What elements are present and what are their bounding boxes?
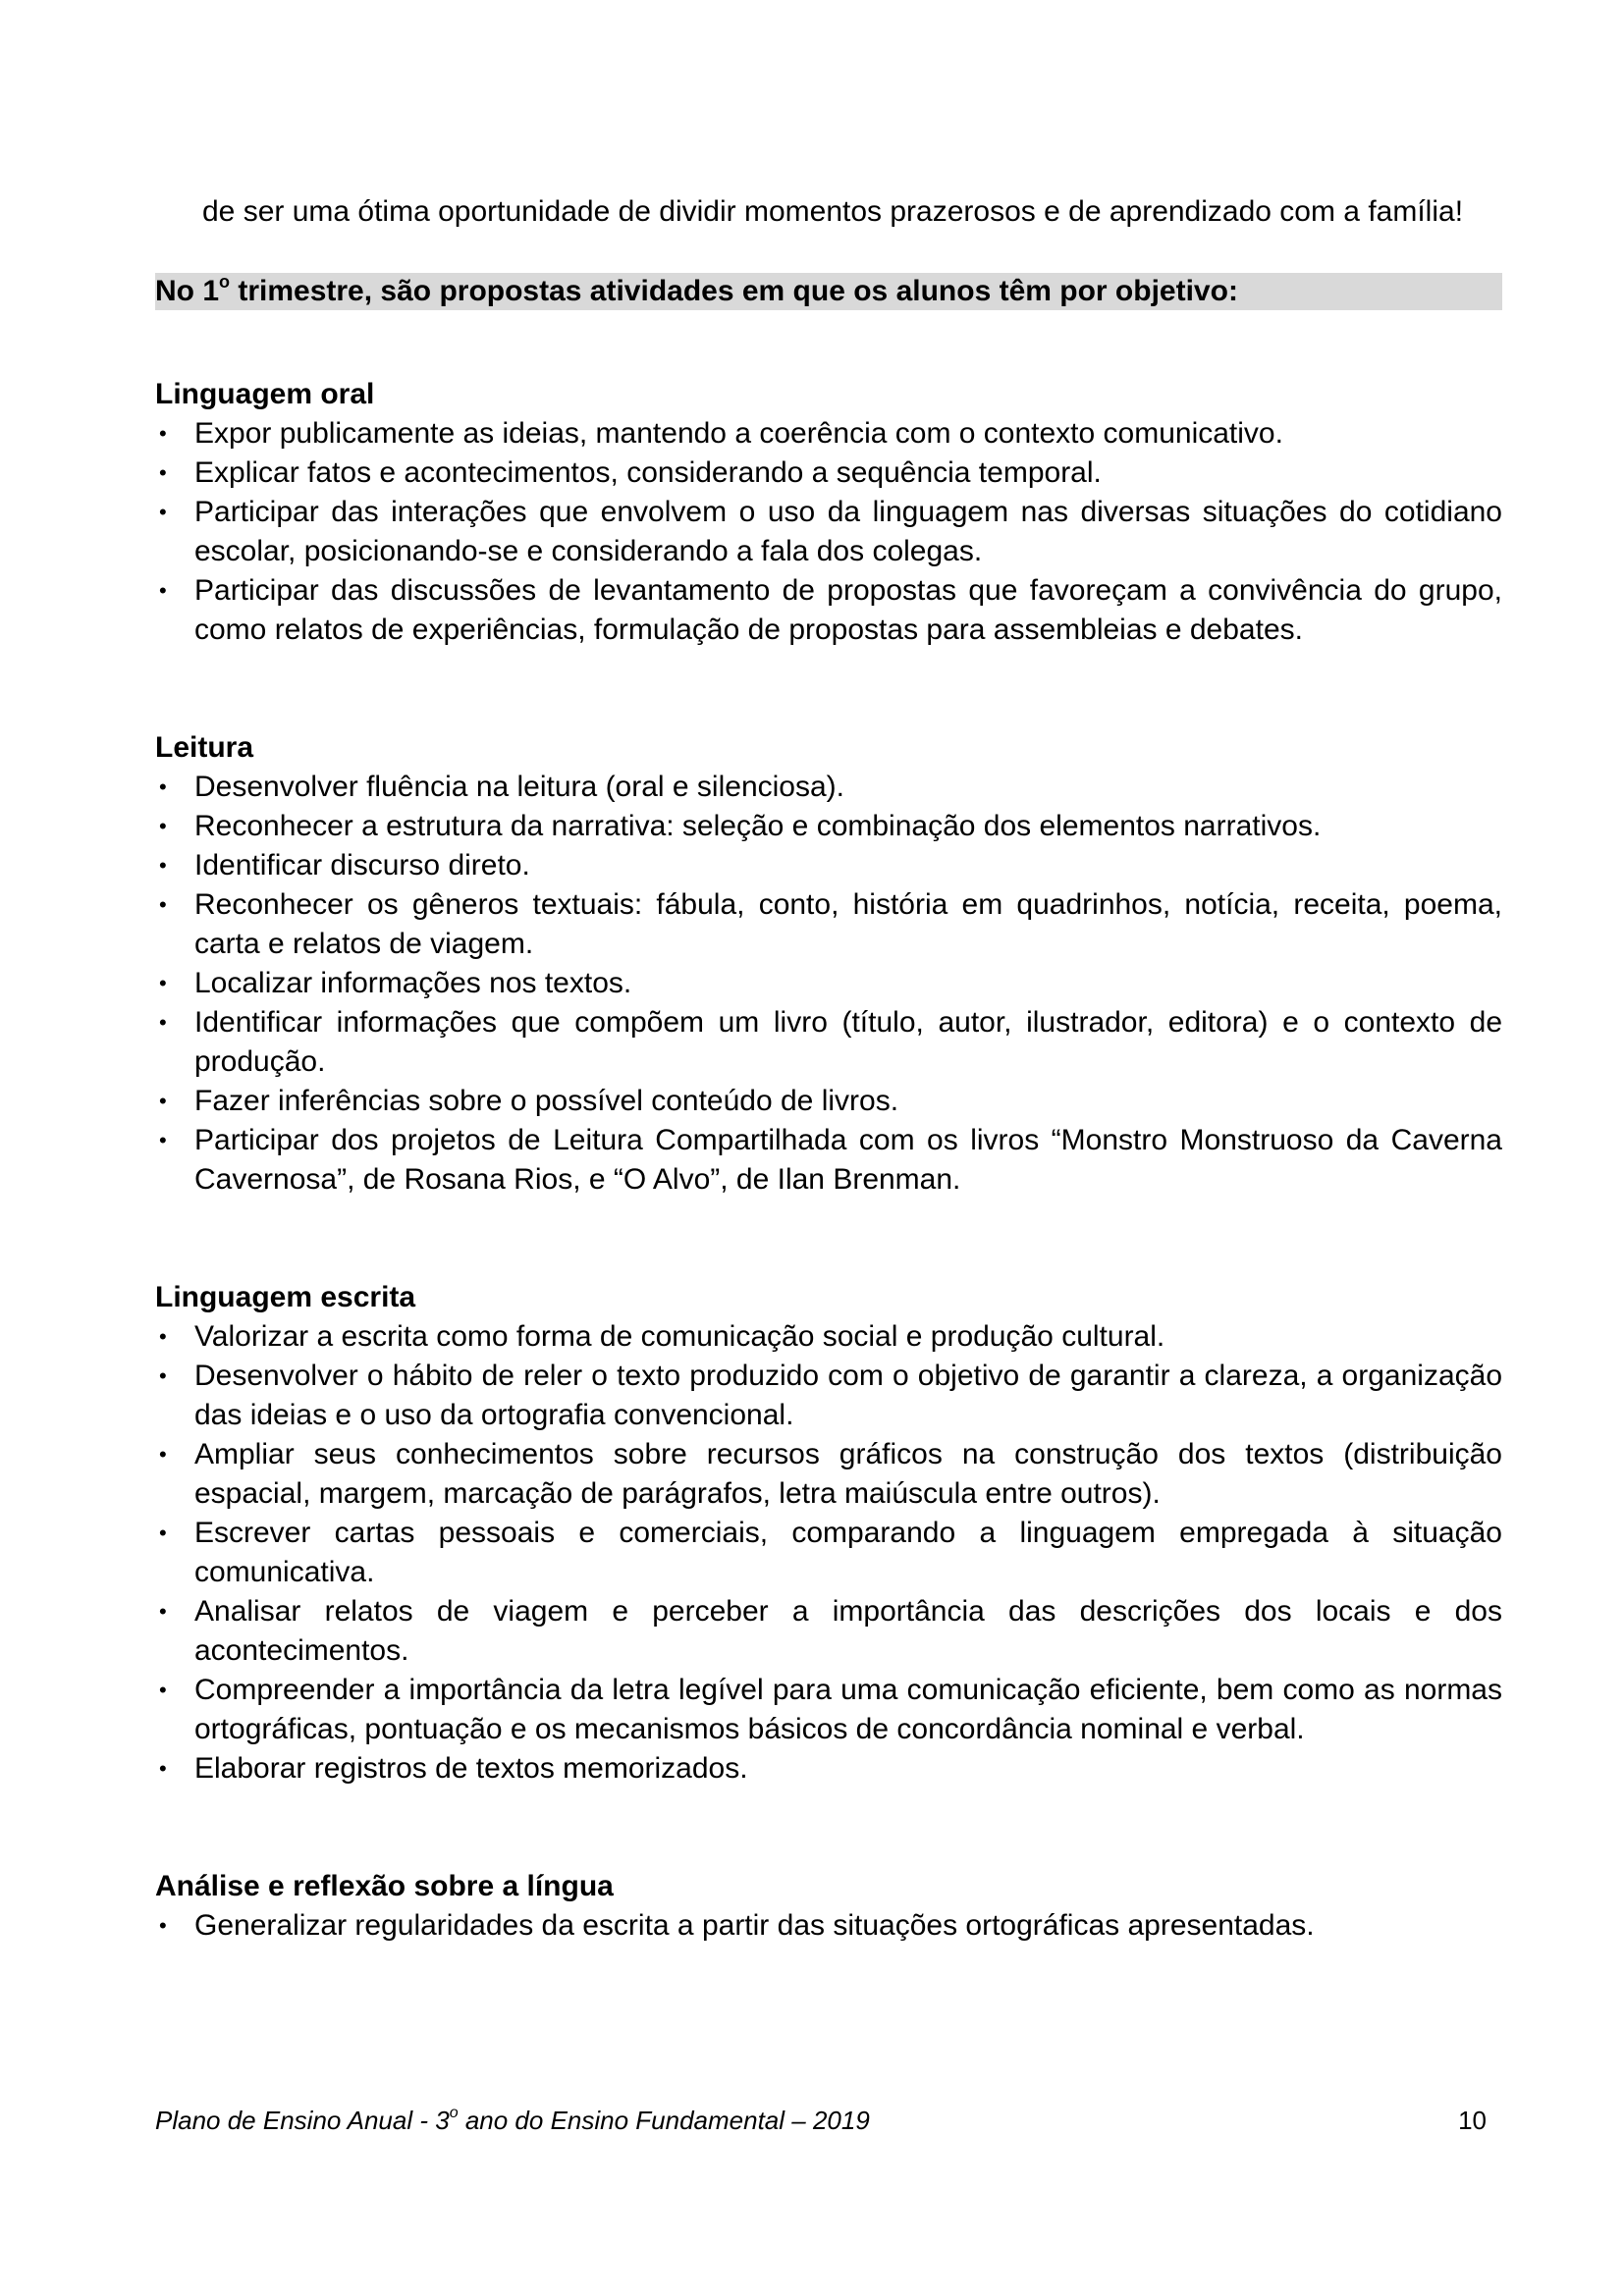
bullet-icon: • — [159, 1324, 167, 1349]
list-item-text: Participar das interações que envolvem o uso da linguagem nas diversas situações do cotidiano escolar, posicionando-se e considerando a fala dos colegas. — [194, 496, 1502, 567]
list-item — [155, 493, 1502, 571]
bullet-icon: • — [159, 814, 167, 838]
section-linguagem-oral — [155, 375, 1502, 650]
list-item-text: Participar dos projetos de Leitura Compartilhada com os livros “Monstro Monstruoso da Caverna Cavernosa”, de Rosana Rios, e “O Alvo”, de Ilan Brenman. — [194, 1124, 1502, 1196]
list-item — [155, 1003, 1502, 1082]
footer-ordinal-superscript: o — [449, 2105, 459, 2122]
list-item — [155, 768, 1502, 807]
section-heading: Linguagem oral — [155, 378, 375, 410]
list-item — [155, 1317, 1502, 1357]
page-number: 10 — [1458, 2106, 1487, 2135]
trimester-heading-prefix: No 1 — [155, 275, 220, 307]
list-item-text: Participar das discussões de levantamento de propostas que favoreçam a convivência do grupo, como relatos de experiências, formulação de propostas para assembleias e debates. — [194, 574, 1502, 646]
section-leitura — [155, 728, 1502, 1200]
intro-continuation-paragraph: de ser uma ótima oportunidade de dividir momentos prazerosos e de aprendizado com a família! — [202, 195, 1464, 228]
list-item-text: Fazer inferências sobre o possível conteúdo de livros. — [194, 1085, 899, 1117]
list-item — [155, 1435, 1502, 1514]
list-item-text: Reconhecer os gêneros textuais: fábula, conto, história em quadrinhos, notícia, receita, poema, carta e relatos de viagem. — [194, 888, 1502, 960]
bullet-icon: • — [159, 1089, 167, 1113]
section-heading: Análise e reflexão sobre a língua — [155, 1870, 614, 1902]
section-analise-reflexao — [155, 1867, 1502, 1946]
list-item — [155, 1592, 1502, 1671]
list-item-text: Expor publicamente as ideias, mantendo a coerência com o contexto comunicativo. — [194, 417, 1283, 450]
section-heading: Leitura — [155, 731, 254, 764]
bullet-icon: • — [159, 1678, 167, 1702]
list-item — [155, 1671, 1502, 1749]
page-content — [155, 192, 1502, 1946]
list-item-text: Desenvolver o hábito de reler o texto produzido com o objetivo de garantir a clareza, a organização das ideias e o uso da ortografia convencional. — [194, 1360, 1502, 1431]
bullet-icon: • — [159, 1128, 167, 1152]
footer-title-prefix: Plano de Ensino Anual - 3 — [155, 2106, 450, 2135]
list-item — [155, 454, 1502, 493]
bullet-icon: • — [159, 1913, 167, 1938]
bullet-icon: • — [159, 1599, 167, 1624]
list-item-text: Desenvolver fluência na leitura (oral e silenciosa). — [194, 771, 844, 803]
list-item-text: Identificar discurso direto. — [194, 849, 530, 881]
bullet-icon: • — [159, 421, 167, 446]
bullet-icon: • — [159, 1442, 167, 1467]
objectives-list — [155, 768, 1502, 1200]
list-item — [155, 1514, 1502, 1592]
list-item-text: Elaborar registros de textos memorizados. — [194, 1752, 748, 1785]
list-item-text: Compreender a importância da letra legível para uma comunicação eficiente, bem como as normas ortográficas, pontuação e os mecanismos básicos de concordância nominal e verbal. — [194, 1674, 1502, 1745]
list-item — [155, 964, 1502, 1003]
list-item — [155, 1906, 1502, 1946]
list-item — [155, 1749, 1502, 1789]
list-item — [155, 846, 1502, 885]
list-item-text: Valorizar a escrita como forma de comunicação social e produção cultural. — [194, 1320, 1165, 1353]
list-item-text: Ampliar seus conhecimentos sobre recursos gráficos na construção dos textos (distribuição espacial, margem, marcação de parágrafos, letra maiúscula entre outros). — [194, 1438, 1502, 1510]
footer-document-title — [155, 2104, 870, 2137]
bullet-icon: • — [159, 1521, 167, 1545]
bullet-icon: • — [159, 853, 167, 878]
trimester-objectives-heading — [155, 273, 1502, 310]
objectives-list — [155, 414, 1502, 650]
bullet-icon: • — [159, 1363, 167, 1388]
objectives-list — [155, 1906, 1502, 1946]
list-item — [155, 571, 1502, 650]
bullet-icon: • — [159, 460, 167, 485]
bullet-icon: • — [159, 500, 167, 524]
trimester-ordinal-superscript: o — [219, 272, 231, 292]
bullet-icon: • — [159, 892, 167, 917]
list-item — [155, 414, 1502, 454]
list-item-text: Generalizar regularidades da escrita a partir das situações ortográficas apresentadas. — [194, 1909, 1315, 1942]
list-item — [155, 1357, 1502, 1435]
bullet-icon: • — [159, 971, 167, 995]
bullet-icon: • — [159, 774, 167, 799]
footer-title-suffix: ano do Ensino Fundamental – 2019 — [458, 2106, 870, 2135]
trimester-heading-suffix: trimestre, são propostas atividades em que os alunos têm por objetivo: — [230, 275, 1238, 307]
bullet-icon: • — [159, 1010, 167, 1035]
section-linguagem-escrita — [155, 1278, 1502, 1789]
section-heading: Linguagem escrita — [155, 1281, 416, 1313]
bullet-icon: • — [159, 1756, 167, 1781]
list-item — [155, 885, 1502, 964]
list-item-text: Escrever cartas pessoais e comerciais, comparando a linguagem empregada à situação comunicativa. — [194, 1517, 1502, 1588]
list-item-text: Localizar informações nos textos. — [194, 967, 632, 999]
bullet-icon: • — [159, 578, 167, 603]
page-footer — [155, 2104, 1487, 2137]
list-item-text: Identificar informações que compõem um livro (título, autor, ilustrador, editora) e o contexto de produção. — [194, 1006, 1502, 1078]
list-item-text: Reconhecer a estrutura da narrativa: seleção e combinação dos elementos narrativos. — [194, 810, 1322, 842]
list-item — [155, 1121, 1502, 1200]
list-item — [155, 1082, 1502, 1121]
list-item-text: Analisar relatos de viagem e perceber a importância das descrições dos locais e dos acontecimentos. — [194, 1595, 1502, 1667]
list-item-text: Explicar fatos e acontecimentos, considerando a sequência temporal. — [194, 456, 1102, 489]
objectives-list — [155, 1317, 1502, 1789]
list-item — [155, 807, 1502, 846]
